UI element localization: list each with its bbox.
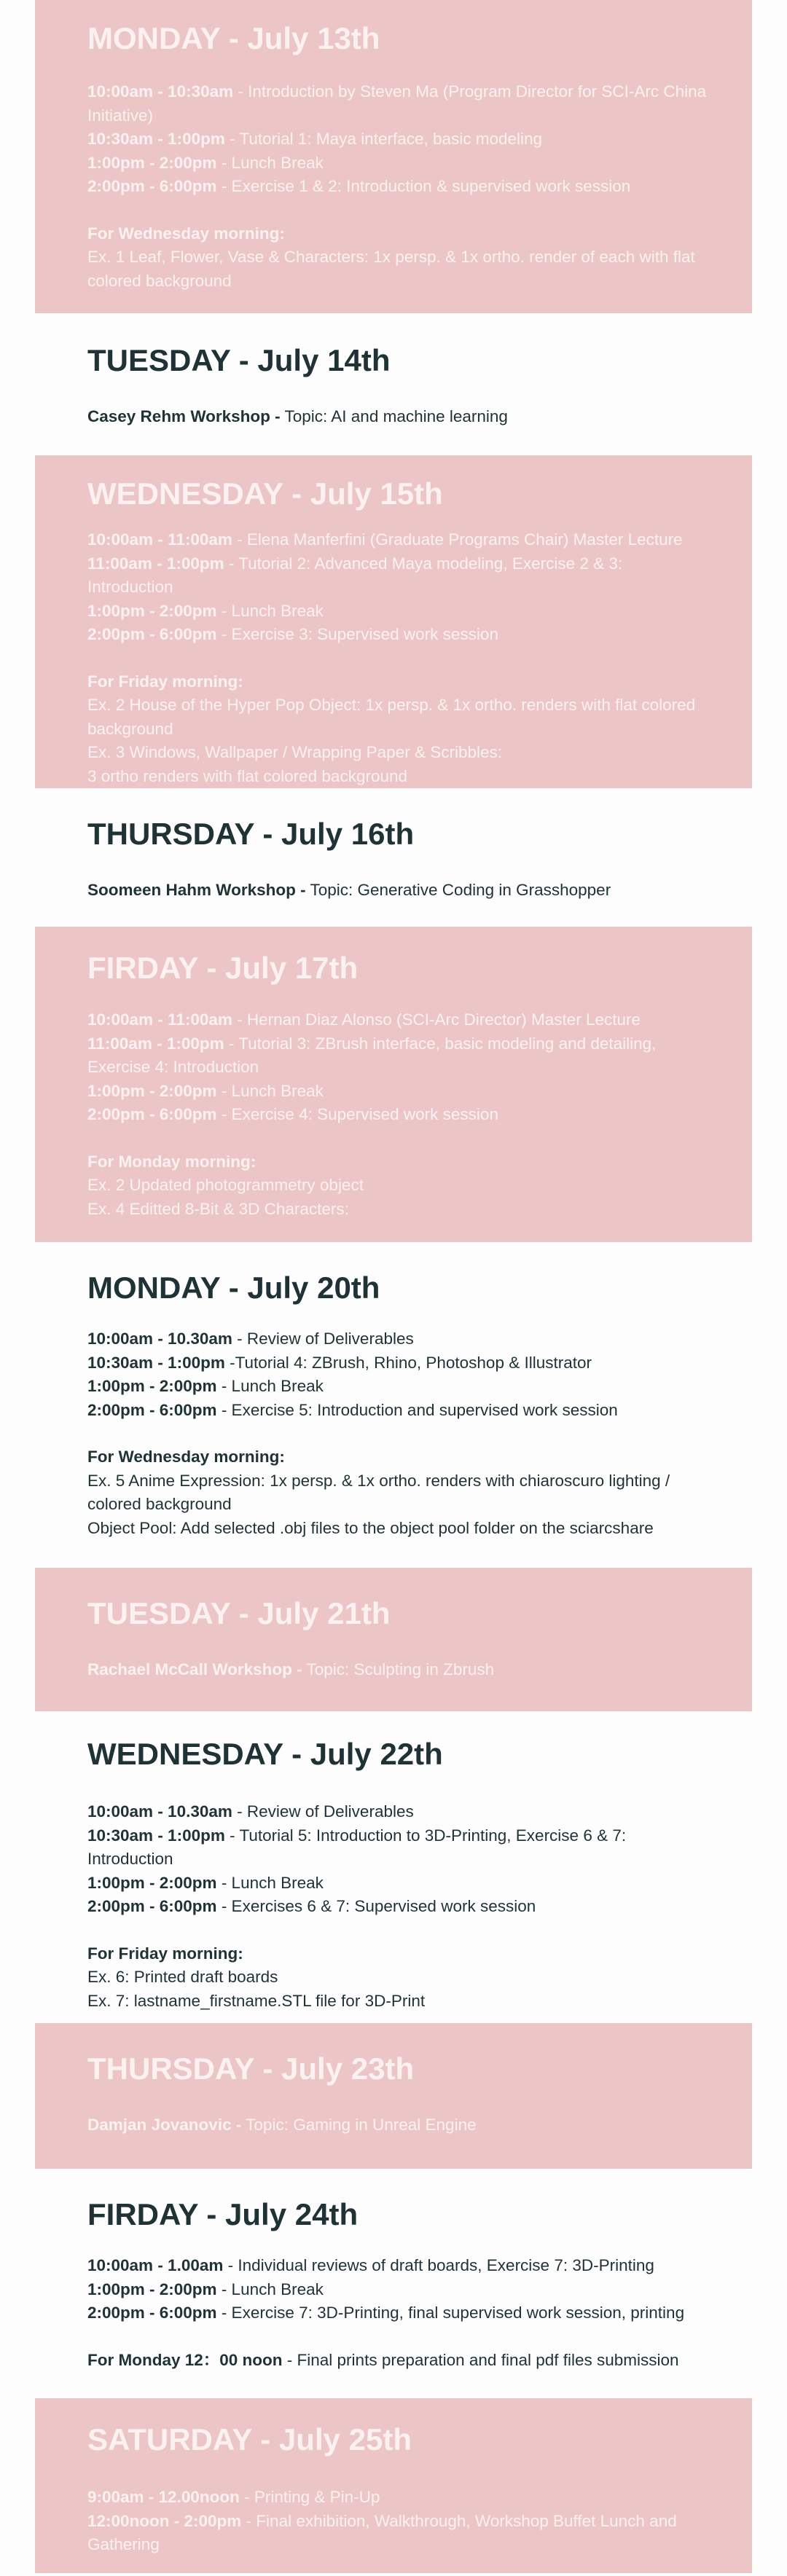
schedule-item: 12:00noon - 2:00pm - Final exhibition, Walkthrough, Workshop Buffet Lunch and Gathering <box>87 2511 677 2553</box>
schedule-item: 2:00pm - 6:00pm - Exercises 6 & 7: Supervised work session <box>87 1897 536 1915</box>
day-title: THURSDAY - July 23th <box>87 2051 415 2086</box>
day-saturday-july-25 <box>35 2398 752 2573</box>
schedule-item: 10:00am - 10.30am - Review of Deliverables <box>87 1330 414 1348</box>
deliverable-item: Ex. 7: lastname_firstname.STL file for 3D-Print <box>87 1991 426 2010</box>
deliverable-item: Ex. 2 House of the Hyper Pop Object: 1x persp. & 1x ortho. renders with flat colored background <box>87 696 696 738</box>
day-title: SATURDAY - July 25th <box>87 2422 412 2457</box>
schedule-item: 10:00am - 10.30am - Review of Deliverables <box>87 1802 414 1821</box>
schedule-item: 10:30am - 1:00pm - Tutorial 5: Introduction to 3D-Printing, Exercise 6 & 7: Introduction <box>87 1826 627 1868</box>
deliverable-item: Ex. 2 Updated photogrammetry object <box>87 1176 364 1194</box>
schedule-item: 2:00pm - 6:00pm - Exercise 1 & 2: Introduction & supervised work session <box>87 177 631 195</box>
deliverable-item: Ex. 6: Printed draft boards <box>87 1968 278 1986</box>
deliverable-item: Ex. 4 Editted 8-Bit & 3D Characters: <box>87 1199 349 1218</box>
schedule-item: 1:00pm - 2:00pm - Lunch Break <box>87 153 324 172</box>
day-wednesday-july-22 <box>35 1711 752 2023</box>
day-wednesday-july-15 <box>35 455 752 788</box>
schedule-item: 9:00am - 12.00noon - Printing & Pin-Up <box>87 2488 380 2506</box>
schedule-item: 2:00pm - 6:00pm - Exercise 3: Supervised work session <box>87 625 498 643</box>
day-title: THURSDAY - July 16th <box>87 817 415 851</box>
schedule-item: 10:00am - 10:30am - Introduction by Steven Ma (Program Director for SCI-Arc China Initiative) <box>87 82 707 125</box>
deliverables-heading: For Friday morning: <box>87 672 243 691</box>
schedule-item: 10:00am - 11:00am - Elena Manferfini (Graduate Programs Chair) Master Lecture <box>87 530 683 549</box>
deliverables-heading: For Monday morning: <box>87 1152 257 1171</box>
schedule-item: 11:00am - 1:00pm - Tutorial 2: Advanced Maya modeling, Exercise 2 & 3: Introduction <box>87 554 623 596</box>
schedule-item: 10:30am - 1:00pm - Tutorial 1: Maya interface, basic modeling <box>87 130 543 148</box>
day-title: MONDAY - July 13th <box>87 21 380 55</box>
day-title: TUESDAY - July 21th <box>87 1596 391 1630</box>
day-title: FIRDAY - July 17th <box>87 951 359 985</box>
schedule-item: 1:00pm - 2:00pm - Lunch Break <box>87 601 324 620</box>
day-title: WEDNESDAY - July 22th <box>87 1737 443 1771</box>
deliverables-heading: For Wednesday morning: <box>87 1448 285 1466</box>
day-title: MONDAY - July 20th <box>87 1271 380 1305</box>
schedule-item: 1:00pm - 2:00pm - Lunch Break <box>87 2279 324 2298</box>
day-thursday-july-16 <box>35 788 752 927</box>
schedule-item: Damjan Jovanovic - Topic: Gaming in Unreal Engine <box>87 2116 477 2134</box>
deliverables-heading: For Friday morning: <box>87 1944 243 1963</box>
schedule-item: Soomeen Hahm Workshop - Topic: Generative Coding in Grasshopper <box>87 881 611 899</box>
day-monday-july-20 <box>35 1242 752 1568</box>
schedule-item: 10:00am - 1.00am - Individual reviews of draft boards, Exercise 7: 3D-Printing <box>87 2256 654 2274</box>
day-title: FIRDAY - July 24th <box>87 2197 359 2231</box>
schedule-item: 2:00pm - 6:00pm - Exercise 5: Introduction and supervised work session <box>87 1400 618 1419</box>
schedule-item: 1:00pm - 2:00pm - Lunch Break <box>87 1873 324 1892</box>
day-monday-july-13 <box>35 0 752 313</box>
deliverable-item: Ex. 3 Windows, Wallpaper / Wrapping Paper & Scribbles: <box>87 743 502 761</box>
schedule-item: 2:00pm - 6:00pm - Exercise 7: 3D-Printing, final supervised work session, printing <box>87 2304 685 2322</box>
deliverable-item: Object Pool: Add selected .obj files to the object pool folder on the sciarcshare <box>87 1518 654 1537</box>
deliverable-item: For Monday 12：00 noon - Final prints preparation and final pdf files submission <box>87 2350 679 2369</box>
deliverable-item: 3 ortho renders with flat colored background <box>87 766 408 785</box>
schedule-item: 2:00pm - 6:00pm - Exercise 4: Supervised work session <box>87 1105 498 1123</box>
deliverable-item: Ex. 1 Leaf, Flower, Vase & Characters: 1x persp. & 1x ortho. render of each with flat colored background <box>87 248 695 290</box>
deliverables-heading: For Wednesday morning: <box>87 224 285 243</box>
schedule-item: Rachael McCall Workshop - Topic: Sculpting in Zbrush <box>87 1660 495 1678</box>
day-title: WEDNESDAY - July 15th <box>87 476 443 511</box>
day-tuesday-july-14 <box>35 313 752 455</box>
schedule-item: 1:00pm - 2:00pm - Lunch Break <box>87 1377 324 1395</box>
schedule-item: Casey Rehm Workshop - Topic: AI and machine learning <box>87 407 508 425</box>
schedule-item: 11:00am - 1:00pm - Tutorial 3: ZBrush interface, basic modeling and detailing, Exercise 4: Introduction <box>87 1034 657 1076</box>
schedule-item: 10:30am - 1:00pm -Tutorial 4: ZBrush, Rhino, Photoshop & Illustrator <box>87 1353 592 1372</box>
day-title: TUESDAY - July 14th <box>87 343 391 377</box>
schedule-item: 10:00am - 11:00am - Hernan Diaz Alonso (SCI-Arc Director) Master Lecture <box>87 1010 641 1029</box>
day-friday-july-24 <box>35 2169 752 2398</box>
schedule-item: 1:00pm - 2:00pm - Lunch Break <box>87 1081 324 1100</box>
deliverable-item: Ex. 5 Anime Expression: 1x persp. & 1x ortho. renders with chiaroscuro lighting / colored background <box>87 1471 670 1513</box>
day-friday-july-17 <box>35 927 752 1242</box>
day-tuesday-july-21 <box>35 1568 752 1711</box>
day-thursday-july-23 <box>35 2023 752 2169</box>
